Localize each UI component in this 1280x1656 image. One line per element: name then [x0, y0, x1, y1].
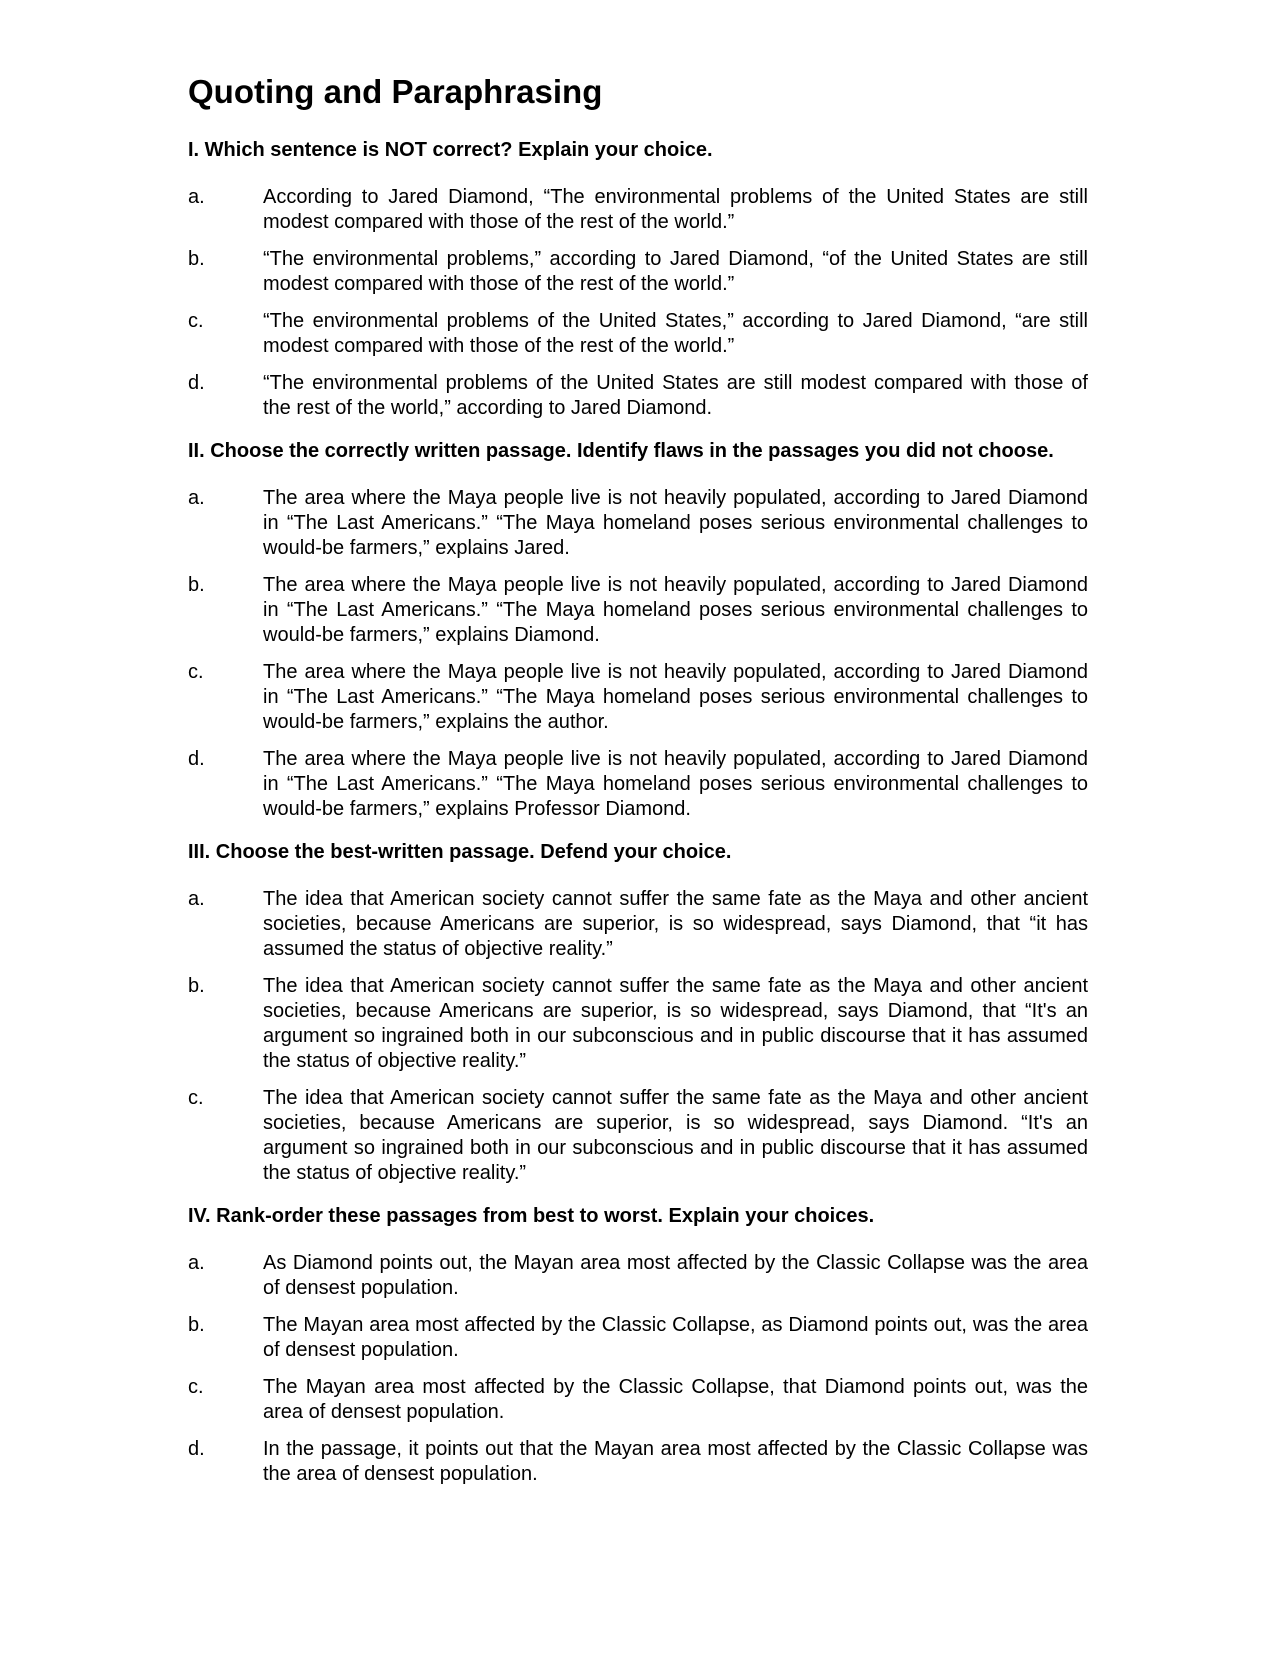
option-list [188, 486, 1088, 822]
option-text: The idea that American society cannot suffer the same fate as the Maya and other ancient societies, because Americans are superior, is so widespread, says Diamond, that “it has assumed the status of objective reality.” [263, 887, 1088, 960]
section-4 [188, 1204, 1088, 1487]
option-letter: a. [188, 486, 205, 509]
section-1 [188, 138, 1088, 421]
option-text: As Diamond points out, the Mayan area most affected by the Classic Collapse was the area of densest population. [263, 1251, 1088, 1299]
option-letter: d. [188, 371, 205, 394]
document-page [188, 72, 1088, 1505]
option-item [188, 660, 1088, 735]
option-item [188, 1313, 1088, 1363]
option-text: The idea that American society cannot suffer the same fate as the Maya and other ancient societies, because Americans are superior, is so widespread, says Diamond. “It's an argument so ingrained both in our subconscious and in public discourse that it has assumed the status of objective reality.” [263, 1086, 1088, 1184]
option-list [188, 185, 1088, 421]
option-item [188, 309, 1088, 359]
option-letter: d. [188, 747, 205, 770]
option-item [188, 371, 1088, 421]
option-text: The area where the Maya people live is not heavily populated, according to Jared Diamond in “The Last Americans.” “The Maya homeland poses serious environmental challenges to would-be farmers,” explains Diamond. [263, 573, 1088, 646]
option-letter: c. [188, 309, 204, 332]
option-text: “The environmental problems of the United States,” according to Jared Diamond, “are still modest compared with those of the rest of the world.” [263, 309, 1088, 357]
option-letter: b. [188, 974, 205, 997]
section-heading: I. Which sentence is NOT correct? Explain your choice. [188, 138, 713, 161]
option-letter: b. [188, 247, 205, 270]
option-item [188, 887, 1088, 962]
section-heading: IV. Rank-order these passages from best to worst. Explain your choices. [188, 1204, 875, 1227]
option-letter: a. [188, 185, 205, 208]
section-heading: III. Choose the best-written passage. Defend your choice. [188, 840, 732, 863]
option-text: The idea that American society cannot suffer the same fate as the Maya and other ancient societies, because Americans are superior, is so widespread, says Diamond, that “It's an argument so ingrained both in our subconscious and in public discourse that it has assumed the status of objective reality.” [263, 974, 1088, 1072]
option-item [188, 1437, 1088, 1487]
section-heading: II. Choose the correctly written passage. Identify flaws in the passages you did not choose. [188, 439, 1054, 462]
option-item [188, 1375, 1088, 1425]
option-item [188, 185, 1088, 235]
option-letter: d. [188, 1437, 205, 1460]
option-text: “The environmental problems,” according to Jared Diamond, “of the United States are still modest compared with those of the rest of the world.” [263, 247, 1088, 295]
document-title: Quoting and Paraphrasing [188, 73, 603, 110]
option-list [188, 887, 1088, 1186]
option-text: The Mayan area most affected by the Classic Collapse, that Diamond points out, was the area of densest population. [263, 1375, 1088, 1423]
option-text: The Mayan area most affected by the Classic Collapse, as Diamond points out, was the area of densest population. [263, 1313, 1088, 1361]
option-text: The area where the Maya people live is not heavily populated, according to Jared Diamond in “The Last Americans.” “The Maya homeland poses serious environmental challenges to would-be farmers,” explains Professor Diamond. [263, 747, 1088, 820]
option-item [188, 1086, 1088, 1186]
option-item [188, 247, 1088, 297]
option-item [188, 486, 1088, 561]
option-item [188, 974, 1088, 1074]
option-item [188, 747, 1088, 822]
option-text: In the passage, it points out that the Mayan area most affected by the Classic Collapse was the area of densest population. [263, 1437, 1088, 1485]
option-letter: c. [188, 1086, 204, 1109]
option-list [188, 1251, 1088, 1487]
option-letter: a. [188, 1251, 205, 1274]
section-2 [188, 439, 1088, 822]
option-letter: b. [188, 1313, 205, 1336]
option-letter: b. [188, 573, 205, 596]
option-text: The area where the Maya people live is not heavily populated, according to Jared Diamond in “The Last Americans.” “The Maya homeland poses serious environmental challenges to would-be farmers,” explains the author. [263, 660, 1088, 733]
option-text: The area where the Maya people live is not heavily populated, according to Jared Diamond in “The Last Americans.” “The Maya homeland poses serious environmental challenges to would-be farmers,” explains Jared. [263, 486, 1088, 559]
section-3 [188, 840, 1088, 1186]
option-text: According to Jared Diamond, “The environmental problems of the United States are still modest compared with those of the rest of the world.” [263, 185, 1088, 233]
option-letter: a. [188, 887, 205, 910]
option-item [188, 1251, 1088, 1301]
option-item [188, 573, 1088, 648]
option-letter: c. [188, 1375, 204, 1398]
option-letter: c. [188, 660, 204, 683]
option-text: “The environmental problems of the United States are still modest compared with those of the rest of the world,” according to Jared Diamond. [263, 371, 1088, 419]
